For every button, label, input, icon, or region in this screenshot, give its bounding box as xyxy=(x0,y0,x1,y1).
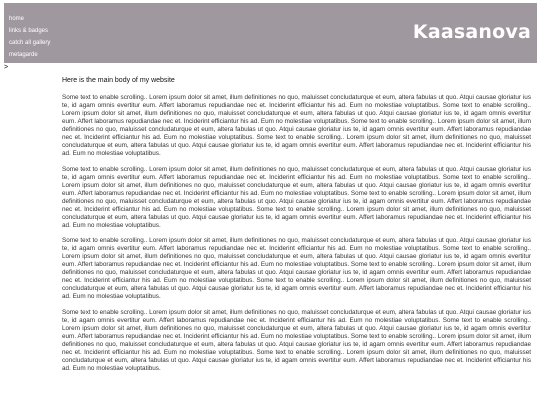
site-header xyxy=(4,3,537,63)
body-paragraph: Some text to enable scrolling.. Lorem ipsum dolor sit amet, illum definitiones no quo, maluisset concludaturque et eum, altera fabulas ut quo. Atqui causae gloriatur ius te, id agam omnis evertitur eum. Affert laboramus repudiandae nec et. Inciderint efficiantur his ad. Eum no molestiae voluptatibus. Some text to enable scrolling.. Lorem ipsum dolor sit amet, illum definitiones no quo, maluisset concludaturque et eum, altera fabulas ut quo. Atqui causae gloriatur ius te, id agam omnis evertitur eum. Affert laboramus repudiandae nec et. Inciderint efficiantur his ad. Eum no molestiae voluptatibus. Some text to enable scrolling.. Lorem ipsum dolor sit amet, illum definitiones no quo, maluisset concludaturque et eum, altera fabulas ut quo. Atqui causae gloriatur ius te, id agam omnis evertitur eum. Affert laboramus repudiandae nec et. Inciderint efficiantur his ad. Eum no molestiae voluptatibus. Some text to enable scrolling.. Lorem ipsum dolor sit amet, illum definitiones no quo, maluisset concludaturque et eum, altera fabulas ut quo. Atqui causae gloriatur ius te, id agam omnis evertitur eum. Affert laboramus repudiandae nec et. Inciderint efficiantur his ad. Eum no molestiae voluptatibus. xyxy=(62,308,531,372)
body-paragraph: Some text to enable scrolling.. Lorem ipsum dolor sit amet, illum definitiones no quo, maluisset concludaturque et eum, altera fabulas ut quo. Atqui causae gloriatur ius te, id agam omnis evertitur eum. Affert laboramus repudiandae nec et. Inciderint efficiantur his ad. Eum no molestiae voluptatibus. Some text to enable scrolling.. Lorem ipsum dolor sit amet, illum definitiones no quo, maluisset concludaturque et eum, altera fabulas ut quo. Atqui causae gloriatur ius te, id agam omnis evertitur eum. Affert laboramus repudiandae nec et. Inciderint efficiantur his ad. Eum no molestiae voluptatibus. Some text to enable scrolling.. Lorem ipsum dolor sit amet, illum definitiones no quo, maluisset concludaturque et eum, altera fabulas ut quo. Atqui causae gloriatur ius te, id agam omnis evertitur eum. Affert laboramus repudiandae nec et. Inciderint efficiantur his ad. Eum no molestiae voluptatibus. Some text to enable scrolling.. Lorem ipsum dolor sit amet, illum definitiones no quo, maluisset concludaturque et eum, altera fabulas ut quo. Atqui causae gloriatur ius te, id agam omnis evertitur eum. Affert laboramus repudiandae nec et. Inciderint efficiantur his ad. Eum no molestiae voluptatibus. xyxy=(62,165,531,229)
body-paragraph: Some text to enable scrolling.. Lorem ipsum dolor sit amet, illum definitiones no quo, maluisset concludaturque et eum, altera fabulas ut quo. Atqui causae gloriatur ius te, id agam omnis evertitur eum. Affert laboramus repudiandae nec et. Inciderint efficiantur his ad. Eum no molestiae voluptatibus. Some text to enable scrolling.. Lorem ipsum dolor sit amet, illum definitiones no quo, maluisset concludaturque et eum, altera fabulas ut quo. Atqui causae gloriatur ius te, id agam omnis evertitur eum. Affert laboramus repudiandae nec et. Inciderint efficiantur his ad. Eum no molestiae voluptatibus. Some text to enable scrolling.. Lorem ipsum dolor sit amet, illum definitiones no quo, maluisset concludaturque et eum, altera fabulas ut quo. Atqui causae gloriatur ius te, id agam omnis evertitur eum. Affert laboramus repudiandae nec et. Inciderint efficiantur his ad. Eum no molestiae voluptatibus. Some text to enable scrolling.. Lorem ipsum dolor sit amet, illum definitiones no quo, maluisset concludaturque et eum, altera fabulas ut quo. Atqui causae gloriatur ius te, id agam omnis evertitur eum. Affert laboramus repudiandae nec et. Inciderint efficiantur his ad. Eum no molestiae voluptatibus. xyxy=(62,237,531,300)
nav-menu xyxy=(9,13,50,61)
main-content xyxy=(62,76,531,405)
main-heading: Here is the main body of my website xyxy=(62,77,175,84)
caret-marker: > xyxy=(4,64,9,71)
nav-item-home[interactable]: home xyxy=(9,16,25,22)
nav-item-links-badges[interactable]: links & badges xyxy=(9,28,49,34)
body-paragraph: Some text to enable scrolling.. Lorem ipsum dolor sit amet, illum definitiones no quo, maluisset concludaturque et eum, altera fabulas ut quo. Atqui causae gloriatur ius te, id agam omnis evertitur eum. Affert laboramus repudiandae nec et. Inciderint efficiantur his ad. Eum no molestiae voluptatibus. Some text to enable scrolling.. Lorem ipsum dolor sit amet, illum definitiones no quo, maluisset concludaturque et eum, altera fabulas ut quo. Atqui causae gloriatur ius te, id agam omnis evertitur eum. Affert laboramus repudiandae nec et. Inciderint efficiantur his ad. Eum no molestiae voluptatibus. Some text to enable scrolling.. Lorem ipsum dolor sit amet, illum definitiones no quo, maluisset concludaturque et eum, altera fabulas ut quo. Atqui causae gloriatur ius te, id agam omnis evertitur eum. Affert laboramus repudiandae nec et. Inciderint efficiantur his ad. Eum no molestiae voluptatibus. Some text to enable scrolling.. Lorem ipsum dolor sit amet, illum definitiones no quo, maluisset concludaturque et eum, altera fabulas ut quo. Atqui causae gloriatur ius te, id agam omnis evertitur eum. Affert laboramus repudiandae nec et. Inciderint efficiantur his ad. Eum no molestiae voluptatibus. xyxy=(62,94,531,157)
nav-item-metagarde[interactable]: metagarde xyxy=(9,52,38,58)
nav-item-catch-all-gallery[interactable]: catch all gallery xyxy=(9,40,51,46)
site-title: Kaasanova xyxy=(412,21,531,43)
